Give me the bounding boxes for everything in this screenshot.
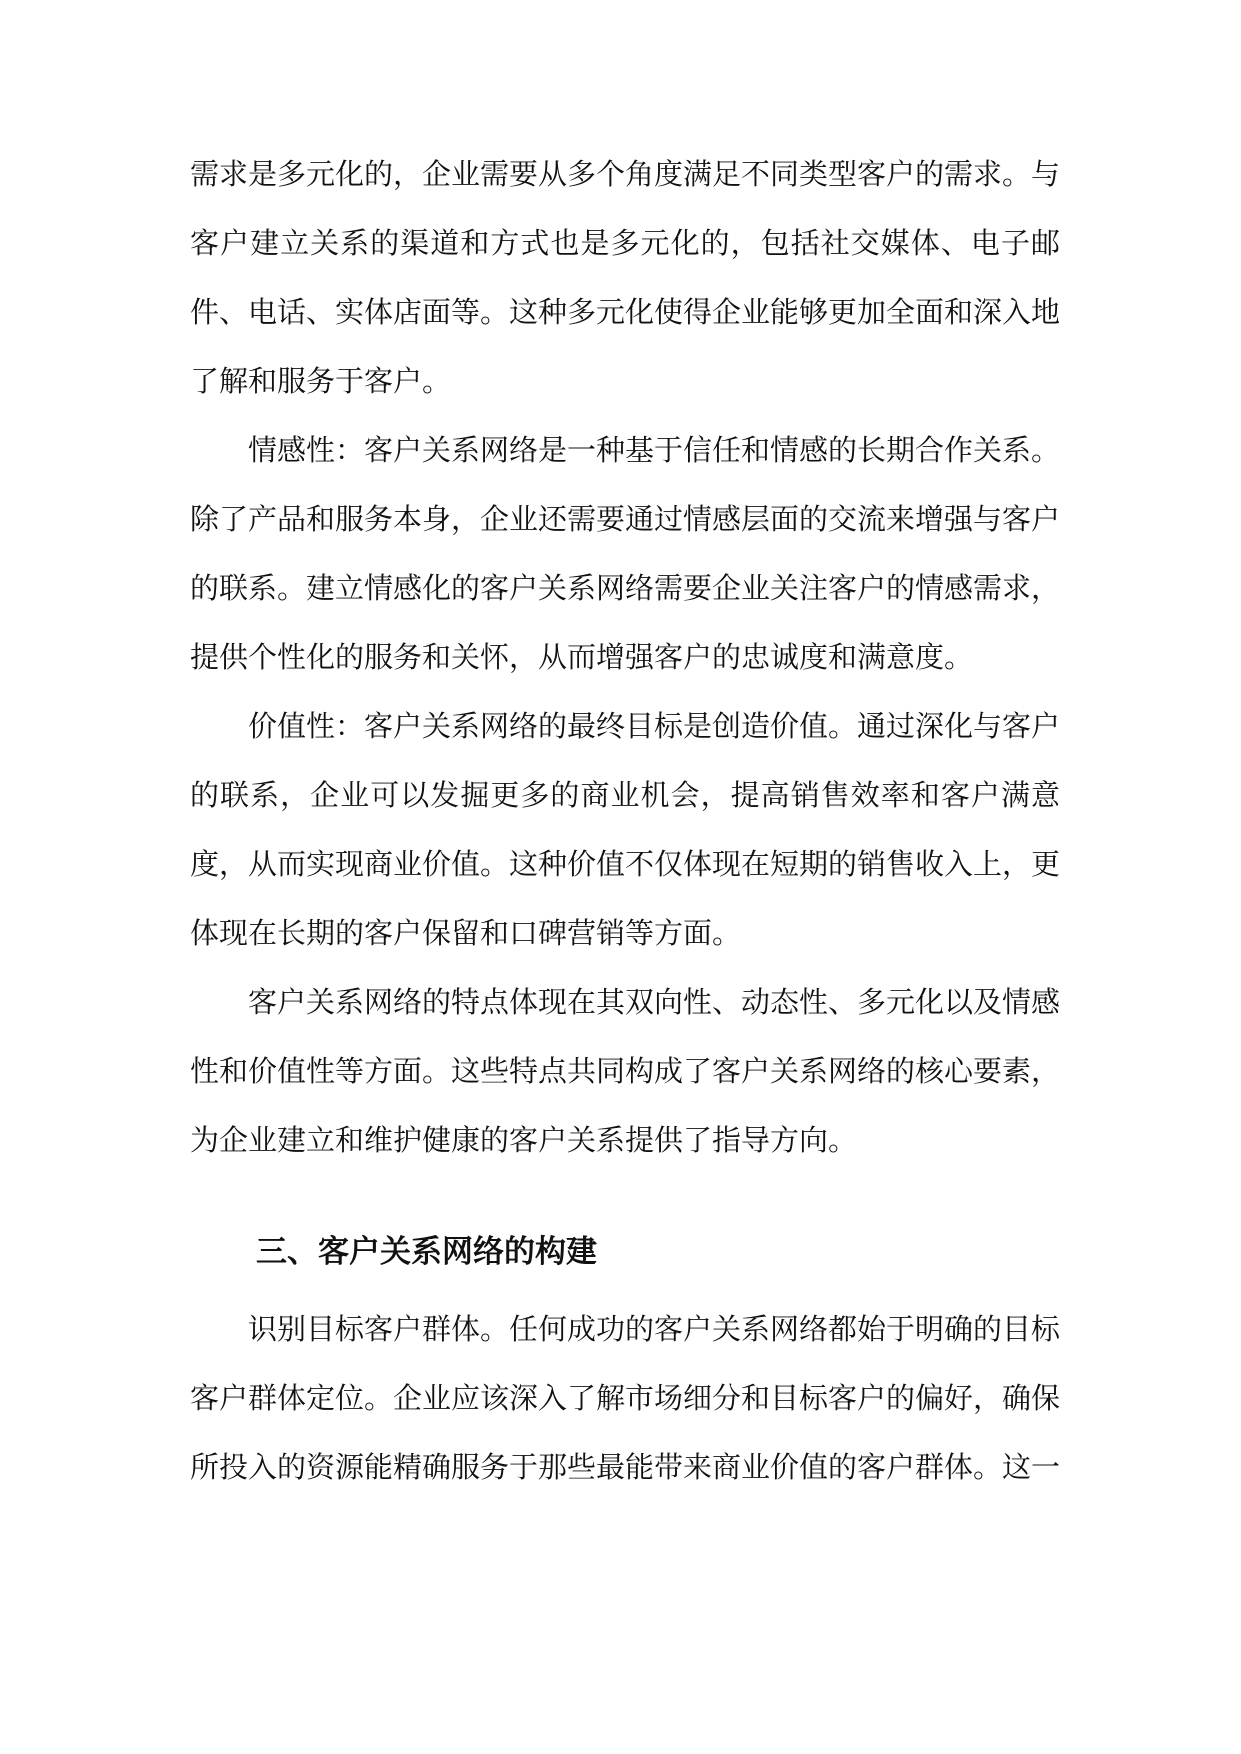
paragraph-value: 价值性：客户关系网络的最终目标是创造价值。通过深化与客户的联系，企业可以发掘更多的商业机会，提高销售效率和客户满意度，从而实现商业价值。这种价值不仅体现在短期的销售收入上，更体现在长期的客户保留和口碑营销等方面。 — [190, 709, 1061, 950]
document-body — [190, 140, 1060, 1502]
paragraph-emotional: 情感性：客户关系网络是一种基于信任和情感的长期合作关系。除了产品和服务本身，企业还需要通过情感层面的交流来增强与客户的联系。建立情感化的客户关系网络需要企业关注客户的情感需求，提供个性化的服务和关怀，从而增强客户的忠诚度和满意度。 — [190, 433, 1061, 674]
paragraph-identify-target: 识别目标客户群体。任何成功的客户关系网络都始于明确的目标客户群体定位。企业应该深入了解市场细分和目标客户的偏好，确保所投入的资源能精确服务于那些最能带来商业价值的客户群体。这一 — [190, 1312, 1061, 1484]
section-heading: 三、客户关系网络的构建 — [256, 1234, 597, 1270]
paragraph-diversity-continued: 需求是多元化的，企业需要从多个角度满足不同类型客户的需求。与客户建立关系的渠道和方式也是多元化的，包括社交媒体、电子邮件、电话、实体店面等。这种多元化使得企业能够更加全面和深入地了解和服务于客户。 — [190, 157, 1061, 398]
paragraph-summary: 客户关系网络的特点体现在其双向性、动态性、多元化以及情感性和价值性等方面。这些特点共同构成了客户关系网络的核心要素，为企业建立和维护健康的客户关系提供了指导方向。 — [190, 985, 1061, 1157]
